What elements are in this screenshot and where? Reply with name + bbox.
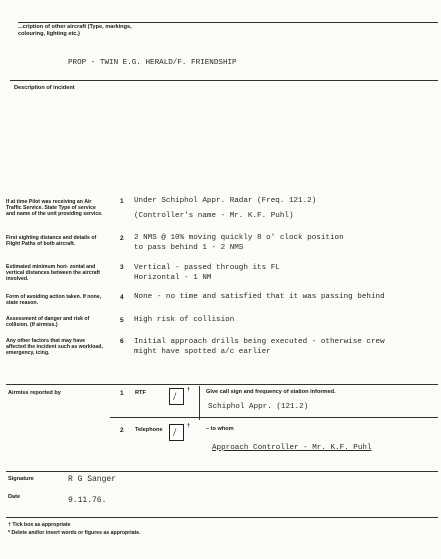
telephone-rule — [110, 417, 438, 418]
tick-mark: / — [173, 389, 177, 403]
item-label: Assessment of danger and risk of collision. (If airmiss.) — [6, 316, 90, 328]
telephone-checkbox[interactable] — [169, 424, 184, 441]
item-line: Under Schiphol Appr. Radar (Freq. 121.2) — [134, 197, 317, 205]
footnote-tick: † Tick box as appropriate — [8, 522, 71, 528]
rtf-label: RTF — [135, 390, 146, 396]
rtf-checkbox[interactable] — [169, 388, 184, 405]
item-label: If at time Pilot was receiving an Air Traffic Service. State Type of service and name of the unit providing service. — [6, 199, 103, 217]
signature-rule — [6, 471, 438, 472]
signature-label: Signature — [8, 476, 34, 482]
footnote-rule — [6, 517, 438, 518]
item-line: 2 NMS @ 10% moving quickly 8 o' clock position — [134, 234, 344, 242]
footnote-delete: * Delete and/or insert words or figures as appropriate. — [8, 530, 141, 536]
callsign-divider — [199, 386, 200, 420]
item-label: Any other factors that may have affected the incident such as workload, emergency, icing. — [6, 338, 103, 356]
item-line: (Controller's name - Mr. K.F. Puhl) — [134, 212, 294, 220]
item-label: Form of avoiding action taken. If none, state reason. — [6, 294, 102, 306]
item-line: High risk of collision — [134, 316, 235, 324]
tick-mark: / — [173, 425, 177, 439]
report-method-number: 2 — [120, 427, 124, 434]
item-number: 4 — [120, 294, 124, 301]
other-aircraft-label: ...cription of other aircraft (Type, markings, colouring, lighting etc.) — [18, 24, 132, 37]
top-rule — [18, 22, 438, 23]
report-rule — [6, 384, 438, 385]
item-number: 1 — [120, 198, 124, 205]
date-value: 9.11.76. — [68, 496, 107, 505]
dagger-mark: † — [187, 387, 191, 393]
item-line: Horizontal - 1 NM — [134, 274, 212, 282]
item-number: 3 — [120, 264, 124, 271]
callsign-label: Give call sign and frequency of station informed. — [206, 389, 336, 395]
other-aircraft-value: PROP - TWIN E.G. HERALD/F. FRIENDSHIP — [68, 59, 237, 67]
item-line: Initial approach drills being executed - otherwise crew — [134, 338, 385, 346]
item-label: First sighting distance and details of Flight Paths of both aircraft. — [6, 235, 97, 247]
item-line: to pass behind 1 - 2 NMS — [134, 244, 244, 252]
incident-rule — [10, 80, 438, 81]
item-label: Estimated minimum hori- zontal and vertical distances between the aircraft involved. — [6, 264, 100, 282]
whom-value: Approach Controller - Mr. K.F. Puhl — [212, 444, 372, 452]
report-method-number: 1 — [120, 390, 124, 397]
telephone-label: Telephone — [135, 427, 163, 433]
item-number: 2 — [120, 235, 124, 242]
airmiss-reported-label: Airmiss reported by — [8, 390, 61, 396]
item-line: None - no time and satisfied that it was passing behind — [134, 293, 385, 301]
item-number: 5 — [120, 317, 124, 324]
signature-value: R G Sanger — [68, 475, 117, 484]
item-number: 6 — [120, 338, 124, 345]
callsign-value: Schiphol Appr. (121.2) — [208, 403, 309, 411]
incident-label: Description of incident — [14, 85, 75, 91]
item-line: might have spotted a/c earlier — [134, 348, 271, 356]
dagger-mark: † — [187, 423, 191, 429]
date-label: Date — [8, 494, 21, 500]
item-line: Vertical - passed through its FL — [134, 264, 280, 272]
whom-label: – to whom — [206, 426, 234, 432]
